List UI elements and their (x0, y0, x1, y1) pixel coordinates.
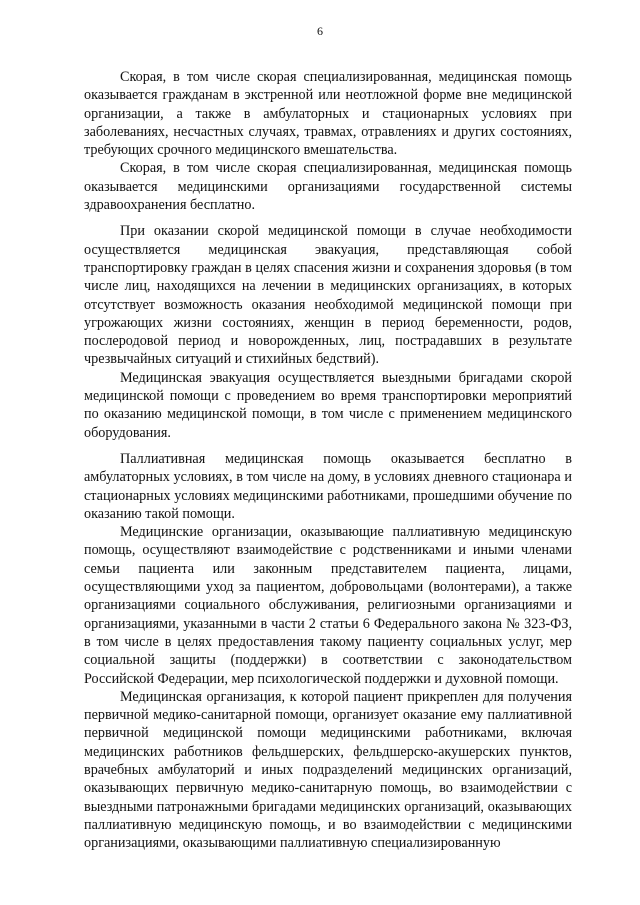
paragraph-palliative-care: Паллиативная медицинская помощь оказывается бесплатно в амбулаторных условиях, в том числе на дому, в условиях дневного стационара и стационарных условиях медицинскими работниками, прошедшими обучение по оказанию такой помощи. (84, 450, 572, 522)
paragraph-evacuation-brigades: Медицинская эвакуация осуществляется выездными бригадами скорой медицинской помощи с проведением во время транспортировки мероприятий по оказанию медицинской помощи, в том числе с применением медицинского оборудования. (84, 369, 572, 441)
paragraph-palliative-interaction: Медицинские организации, оказывающие паллиативную медицинскую помощь, осуществляют взаимодействие с родственниками и иными членами семьи пациента или законным представителем пациента, лицами, осуществляющими уход за пациентом, добровольцами (волонтерами), а также организациями социального обслуживания, религиозными организациями и организациями, указанными в части 2 статьи 6 Федерального закона № 323-ФЗ, в том числе в целях предоставления такому пациенту социальных услуг, мер социальной защиты (поддержки) в соответствии с законодательством Российской Федерации, мер психологической поддержки и духовной помощи. (84, 524, 572, 687)
paragraph-emergency-care: Скорая, в том числе скорая специализированная, медицинская помощь оказывается гражданам в экстренной или неотложной форме вне медицинской организации, а также в амбулаторных и стационарных условиях при заболеваниях, несчастных случаях, травмах, отравлениях и других состояниях, требующих срочного медицинского вмешательства. (84, 69, 572, 159)
body-text (84, 68, 572, 852)
paragraph-primary-care-organization: Медицинская организация, к которой пациент прикреплен для получения первичной медико-санитарной помощи, организует оказание ему паллиативной первичной медицинской помощи медицинскими работниками, включая медицинских работников фельдшерских, фельдшерско-акушерских пунктов, врачебных амбулаторий и иных подразделений медицинских организаций, оказывающих первичную медико-санитарную помощь, во взаимодействии с выездными патронажными бригадами медицинских организаций, оказывающих паллиативную медицинскую помощь, и во взаимодействии с медицинскими организациями, оказывающими паллиативную специализированную (84, 688, 572, 852)
page-number: 6 (317, 24, 323, 38)
paragraph-medical-evacuation: При оказании скорой медицинской помощи в случае необходимости осуществляется медицинская эвакуация, представляющая собой транспортировку граждан в целях спасения жизни и сохранения здоровья (в том числе лиц, находящихся на лечении в медицинских организациях, в которых отсутствует возможность оказания необходимой медицинской помощи при угрожающих жизни состояниях, женщин в период беременности, родов, послеродовой период и новорожденных, лиц, пострадавших в результате чрезвычайных ситуаций и стихийных бедствий). (84, 223, 572, 368)
paragraph-emergency-free: Скорая, в том числе скорая специализированная, медицинская помощь оказывается медицинскими организациями государственной системы здравоохранения бесплатно. (84, 160, 572, 214)
